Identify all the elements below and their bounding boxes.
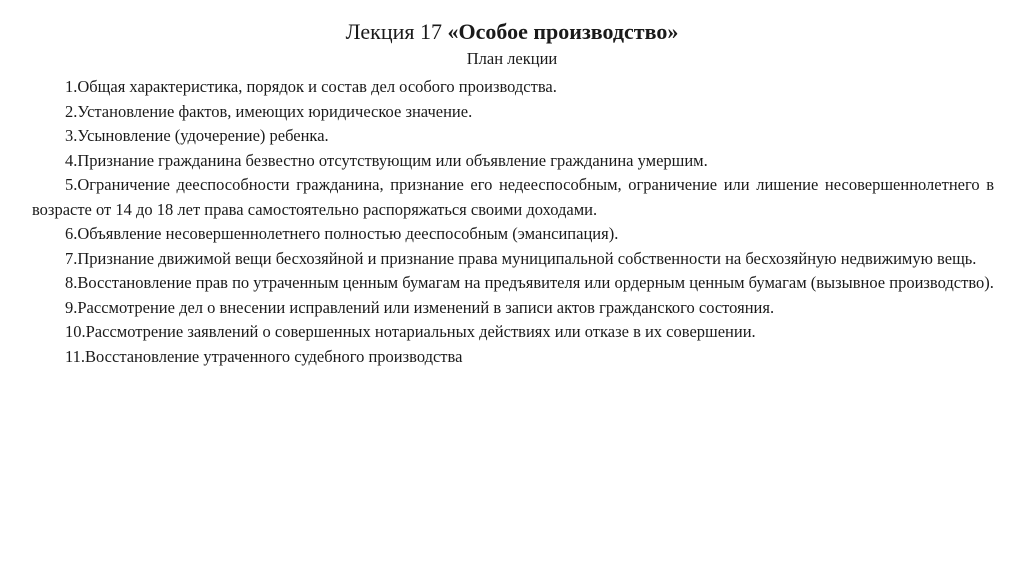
subtitle: План лекции bbox=[466, 49, 558, 68]
plan-item-6: 6.Объявление несовершеннолетнего полностью дееспособным (эмансипация). bbox=[65, 224, 619, 243]
plan-item-2: 2.Установление фактов, имеющих юридическое значение. bbox=[65, 101, 473, 121]
plan-item-10: 10.Рассмотрение заявлений о совершенных нотариальных действиях или отказе в их совершении. bbox=[65, 322, 756, 341]
plan-item-8: 8.Восстановление прав по утраченным ценным бумагам на предъявителя или ордерным ценным бумагам (вызывное производство). bbox=[65, 273, 994, 292]
title-prefix: Лекция 17 bbox=[345, 19, 448, 44]
plan-item-5: 5.Ограничение дееспособности гражданина, признание его недееспособным, ограничение или лишение несовершеннолетнего в возрасте от 14 до 18 лет права самостоятельно распоряжаться своими доходами. bbox=[32, 175, 994, 219]
plan-item-3: 3.Усыновление (удочерение) ребенка. bbox=[65, 126, 329, 145]
title-bold: «Особое производство» bbox=[447, 19, 679, 44]
plan-item-1: 1.Общая характеристика, порядок и состав дел особого производства. bbox=[65, 77, 557, 96]
lecture-plan-list bbox=[32, 75, 994, 369]
plan-item-9: 9.Рассмотрение дел о внесении исправлений или изменений в записи актов гражданского состояния. bbox=[65, 297, 775, 317]
plan-item-7: 7.Признание движимой вещи бесхозяйной и признание права муниципальной собственности на бесхозяйную недвижимую вещь. bbox=[65, 248, 977, 268]
page-title bbox=[0, 19, 1024, 45]
plan-item-11: 11.Восстановление утраченного судебного производства bbox=[65, 346, 463, 366]
plan-item-4: 4.Признание гражданина безвестно отсутствующим или объявление гражданина умершим. bbox=[65, 150, 708, 170]
